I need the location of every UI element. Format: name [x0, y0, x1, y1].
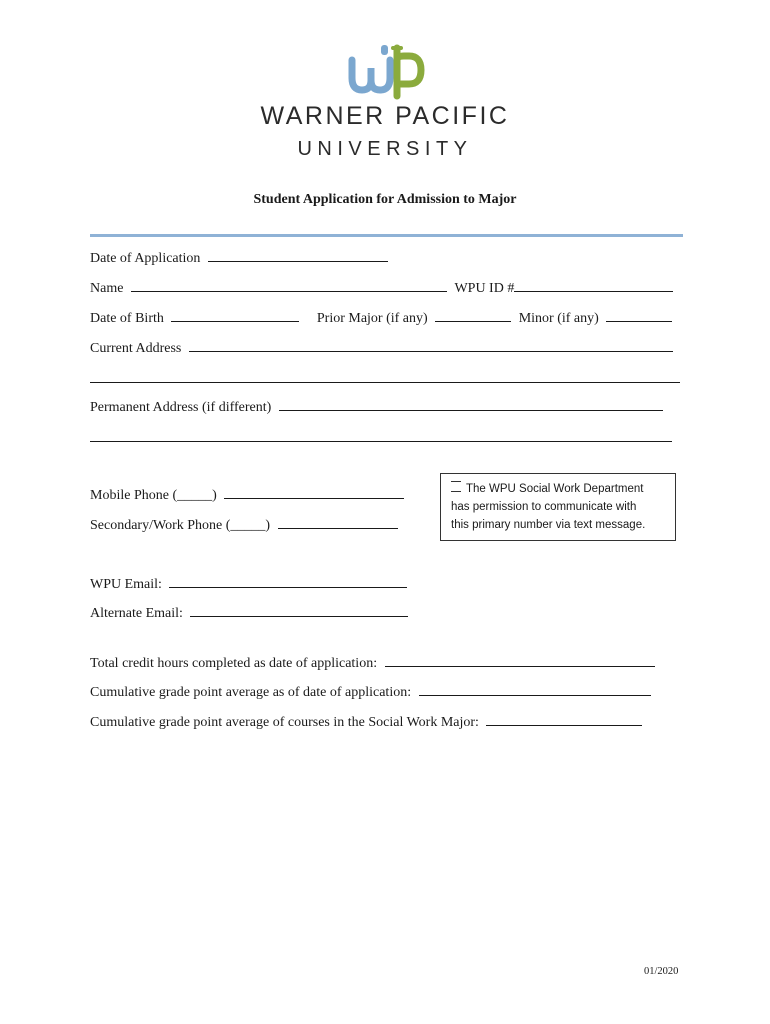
credit-hours-row — [90, 655, 655, 672]
permanent-address-line-2[interactable] — [90, 441, 672, 442]
mobile-phone-label: Mobile Phone (_____) — [90, 488, 217, 503]
alternate-email-label: Alternate Email: — [90, 606, 183, 621]
minor-label: Minor (if any) — [518, 311, 599, 326]
date-of-birth-label: Date of Birth — [90, 311, 164, 326]
university-subtitle: UNIVERSITY — [297, 138, 473, 160]
secondary-phone-field[interactable] — [278, 517, 398, 529]
name-row — [90, 280, 673, 297]
consent-line-1: The WPU Social Work Department — [451, 480, 675, 498]
wpu-id-field[interactable] — [514, 280, 673, 292]
date-of-application-label: Date of Application — [90, 251, 201, 266]
form-date-code: 01/2020 — [644, 966, 679, 977]
prior-major-field[interactable] — [435, 310, 511, 322]
prior-major-label: Prior Major (if any) — [316, 311, 428, 326]
cumulative-gpa-label: Cumulative grade point average as of date of application: — [90, 685, 412, 700]
date-of-birth-field[interactable] — [171, 310, 299, 322]
major-gpa-row — [90, 714, 642, 731]
mobile-phone-field[interactable] — [224, 487, 404, 499]
name-label: Name — [90, 281, 124, 296]
wpu-email-label: WPU Email: — [90, 577, 162, 592]
date-of-application-row — [90, 250, 388, 267]
credit-hours-label: Total credit hours completed as date of application: — [90, 656, 378, 671]
secondary-phone-label: Secondary/Work Phone (_____) — [90, 518, 271, 533]
page-title: Student Application for Admission to Major — [253, 192, 517, 207]
title-divider — [90, 234, 683, 237]
current-address-line-2[interactable] — [90, 382, 680, 383]
wpu-email-row — [90, 576, 407, 593]
date-of-application-field[interactable] — [208, 250, 388, 262]
wpu-email-field[interactable] — [169, 576, 407, 588]
alternate-email-row — [90, 605, 408, 622]
consent-checkbox[interactable] — [451, 481, 461, 492]
university-name: WARNER PACIFIC — [260, 102, 510, 130]
alternate-email-field[interactable] — [190, 605, 408, 617]
permanent-address-field[interactable] — [279, 399, 663, 411]
name-field[interactable] — [131, 280, 447, 292]
secondary-phone-row — [90, 517, 398, 534]
consent-line-2: has permission to communicate with — [451, 501, 637, 513]
cumulative-gpa-field[interactable] — [419, 684, 651, 696]
minor-field[interactable] — [606, 310, 672, 322]
current-address-field[interactable] — [189, 340, 673, 352]
current-address-label: Current Address — [90, 341, 182, 356]
dob-row — [90, 310, 672, 327]
mobile-phone-row — [90, 487, 404, 504]
permanent-address-row — [90, 399, 663, 416]
major-gpa-label: Cumulative grade point average of courses in the Social Work Major: — [90, 715, 479, 730]
credit-hours-field[interactable] — [385, 655, 655, 667]
consent-line-3: this primary number via text message. — [451, 519, 646, 531]
permanent-address-label: Permanent Address (if different) — [90, 400, 272, 415]
text-consent-box — [440, 473, 676, 541]
cumulative-gpa-row — [90, 684, 651, 701]
current-address-row — [90, 340, 673, 357]
wpu-id-label: WPU ID # — [454, 281, 515, 296]
major-gpa-field[interactable] — [486, 714, 642, 726]
